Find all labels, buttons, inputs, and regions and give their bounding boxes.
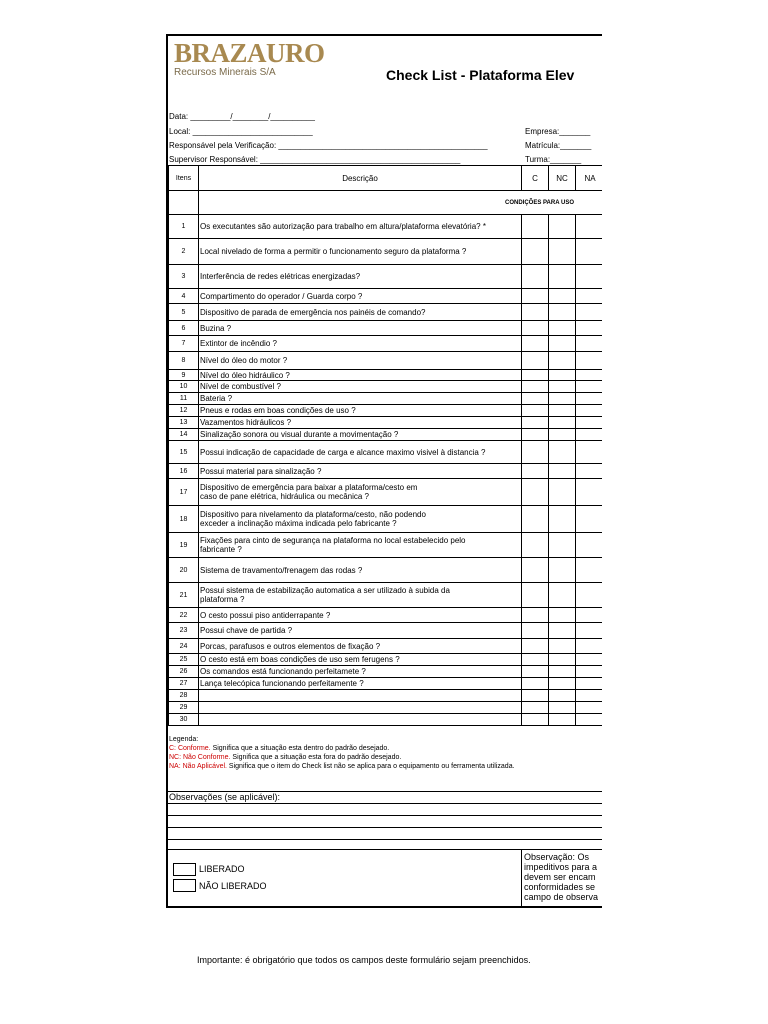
table-row (169, 405, 603, 417)
col-header-na: NA (576, 166, 603, 191)
item-description: Dispositivo para nivelamento da plataforma/cesto, não podendo exceder a inclinação máxima indicada pelo fabricante ? (199, 506, 522, 533)
table-row (169, 265, 603, 289)
table-row (169, 441, 603, 464)
item-description (199, 702, 522, 714)
section-title: CONDIÇÕES PARA USO (199, 191, 603, 215)
check-cell-c[interactable] (522, 654, 549, 666)
check-cell-na[interactable] (576, 352, 603, 370)
table-row (169, 429, 603, 441)
item-description: O cesto está em boas condições de uso sem ferugens ? (199, 654, 522, 666)
observation-note-line: conformidades se (524, 882, 596, 892)
check-cell-c[interactable] (522, 265, 549, 289)
item-description: Bateria ? (199, 393, 522, 405)
check-cell-nc[interactable] (549, 506, 576, 533)
item-description: Nível do óleo do motor ? (199, 352, 522, 370)
observations-title: Observações (se aplicável): (169, 792, 281, 802)
item-number: 20 (169, 558, 199, 583)
table-row (169, 533, 603, 558)
item-description: Possui indicação de capacidade de carga e alcance maximo visivel à distancia ? (199, 441, 522, 464)
check-cell-na[interactable] (576, 381, 603, 393)
item-description: Pneus e rodas em boas condições de uso ? (199, 405, 522, 417)
check-cell-c[interactable] (522, 370, 549, 381)
item-number: 1 (169, 215, 199, 239)
legend (169, 735, 515, 771)
table-row (169, 304, 603, 321)
item-number: 13 (169, 417, 199, 429)
check-cell-nc[interactable] (549, 352, 576, 370)
table-row (169, 215, 603, 239)
check-cell-c[interactable] (522, 429, 549, 441)
check-cell-c[interactable] (522, 506, 549, 533)
item-number: 11 (169, 393, 199, 405)
table-row (169, 678, 603, 690)
check-cell-na[interactable] (576, 479, 603, 506)
table-row (169, 370, 603, 381)
table-row (169, 239, 603, 265)
item-number: 25 (169, 654, 199, 666)
checklist-sheet (166, 34, 602, 908)
check-cell-na[interactable] (576, 393, 603, 405)
table-row (169, 479, 603, 506)
item-number: 2 (169, 239, 199, 265)
table-row (169, 690, 603, 702)
check-cell-na[interactable] (576, 464, 603, 479)
observation-note-box (521, 849, 602, 908)
legend-c-label: C: Conforme. (169, 745, 211, 752)
item-number: 7 (169, 336, 199, 352)
item-number: 16 (169, 464, 199, 479)
check-cell-nc[interactable] (549, 321, 576, 336)
table-row (169, 714, 603, 726)
check-cell-na[interactable] (576, 239, 603, 265)
table-row (169, 289, 603, 304)
item-number: 14 (169, 429, 199, 441)
check-cell-na[interactable] (576, 666, 603, 678)
item-description: Compartimento do operador / Guarda corpo ? (199, 289, 522, 304)
check-cell-na[interactable] (576, 265, 603, 289)
check-cell-nc[interactable] (549, 690, 576, 702)
check-cell-na[interactable] (576, 215, 603, 239)
item-description: Possui material para sinalização ? (199, 464, 522, 479)
observation-note-line: devem ser encam (524, 872, 596, 882)
item-description: Possui sistema de estabilização automatica a ser utilizado à subida da plataforma ? (199, 583, 522, 608)
check-cell-nc[interactable] (549, 393, 576, 405)
check-cell-nc[interactable] (549, 304, 576, 321)
observation-note-line: impeditivos para a (524, 862, 598, 872)
check-cell-c[interactable] (522, 321, 549, 336)
check-cell-nc[interactable] (549, 714, 576, 726)
table-row (169, 417, 603, 429)
check-cell-na[interactable] (576, 714, 603, 726)
item-description: Possui chave de partida ? (199, 623, 522, 639)
footer-note: Importante: é obrigatório que todos os campos deste formulário sejam preenchidos. (197, 955, 531, 965)
item-number: 21 (169, 583, 199, 608)
table-row (169, 336, 603, 352)
check-cell-nc[interactable] (549, 623, 576, 639)
item-description: Nível do óleo hidráulico ? (199, 370, 522, 381)
company-field[interactable]: Empresa:_______ (525, 127, 591, 136)
check-cell-c[interactable] (522, 608, 549, 623)
legend-na (169, 762, 515, 771)
item-description (199, 714, 522, 726)
check-cell-nc[interactable] (549, 654, 576, 666)
table-row (169, 702, 603, 714)
check-cell-c[interactable] (522, 336, 549, 352)
nao-liberado-label: NÃO LIBERADO (199, 881, 267, 891)
item-description: Local nivelado de forma a permitir o funcionamento seguro da plataforma ? (199, 239, 522, 265)
check-cell-na[interactable] (576, 441, 603, 464)
liberado-checkbox[interactable] (173, 863, 196, 876)
check-cell-c[interactable] (522, 464, 549, 479)
logo-brand-text: BRAZAURO (174, 38, 325, 68)
check-cell-na[interactable] (576, 583, 603, 608)
check-cell-nc[interactable] (549, 336, 576, 352)
item-description: Extintor de incêndio ? (199, 336, 522, 352)
check-cell-nc[interactable] (549, 239, 576, 265)
check-cell-c[interactable] (522, 690, 549, 702)
legend-na-text: Significa que o item do Check list não se aplica para o equipamento ou ferramenta utilizada. (226, 763, 515, 770)
check-cell-na[interactable] (576, 639, 603, 654)
check-cell-na[interactable] (576, 289, 603, 304)
date-field[interactable]: Data: _________/________/__________ (169, 112, 315, 121)
item-description: Sistema de travamento/frenagem das rodas ? (199, 558, 522, 583)
item-description: Vazamentos hidráulicos ? (199, 417, 522, 429)
check-cell-na[interactable] (576, 321, 603, 336)
check-cell-c[interactable] (522, 666, 549, 678)
check-cell-nc[interactable] (549, 702, 576, 714)
check-cell-nc[interactable] (549, 678, 576, 690)
check-cell-c[interactable] (522, 533, 549, 558)
check-cell-na[interactable] (576, 678, 603, 690)
check-cell-c[interactable] (522, 405, 549, 417)
check-cell-na[interactable] (576, 304, 603, 321)
item-number: 4 (169, 289, 199, 304)
check-cell-c[interactable] (522, 304, 549, 321)
check-cell-na[interactable] (576, 623, 603, 639)
check-cell-na[interactable] (576, 702, 603, 714)
col-header-nc: NC (549, 166, 576, 191)
item-description: Sinalização sonora ou visual durante a movimentação ? (199, 429, 522, 441)
item-number: 9 (169, 370, 199, 381)
item-description: O cesto possui piso antiderrapante ? (199, 608, 522, 623)
check-cell-na[interactable] (576, 370, 603, 381)
legend-c (169, 744, 515, 753)
check-cell-na[interactable] (576, 506, 603, 533)
check-cell-nc[interactable] (549, 215, 576, 239)
check-cell-na[interactable] (576, 608, 603, 623)
table-row (169, 558, 603, 583)
check-cell-nc[interactable] (549, 381, 576, 393)
item-description: Os comandos está funcionando perfeitamete ? (199, 666, 522, 678)
table-row (169, 583, 603, 608)
legend-c-text: Significa que a situação esta dentro do padrão desejado. (210, 745, 390, 752)
legend-nc-label: NC: Não Conforme. (169, 754, 231, 761)
check-cell-na[interactable] (576, 336, 603, 352)
legend-na-label: NA: Não Aplicável. (169, 763, 227, 770)
check-cell-na[interactable] (576, 654, 603, 666)
nao-liberado-checkbox[interactable] (173, 879, 196, 892)
check-cell-nc[interactable] (549, 370, 576, 381)
item-number: 29 (169, 702, 199, 714)
check-cell-c[interactable] (522, 441, 549, 464)
check-cell-c[interactable] (522, 393, 549, 405)
check-cell-na[interactable] (576, 417, 603, 429)
item-description: Interferência de redes elétricas energizadas? (199, 265, 522, 289)
item-number: 28 (169, 690, 199, 702)
col-header-item: Itens (169, 166, 199, 191)
check-cell-nc[interactable] (549, 441, 576, 464)
item-number: 30 (169, 714, 199, 726)
check-cell-nc[interactable] (549, 639, 576, 654)
item-description: Dispositivo de parada de emergência nos painéis de comando? (199, 304, 522, 321)
check-cell-c[interactable] (522, 678, 549, 690)
item-description (199, 690, 522, 702)
check-cell-c[interactable] (522, 623, 549, 639)
legend-nc (169, 753, 515, 762)
col-header-description: Descrição (199, 166, 522, 191)
check-cell-na[interactable] (576, 690, 603, 702)
check-cell-c[interactable] (522, 289, 549, 304)
item-number: 23 (169, 623, 199, 639)
check-cell-na[interactable] (576, 429, 603, 441)
check-cell-nc[interactable] (549, 429, 576, 441)
check-cell-c[interactable] (522, 352, 549, 370)
check-cell-nc[interactable] (549, 533, 576, 558)
item-description: Nível de combustível ? (199, 381, 522, 393)
item-number: 15 (169, 441, 199, 464)
check-cell-c[interactable] (522, 558, 549, 583)
observation-line[interactable] (168, 803, 602, 804)
table-row (169, 321, 603, 336)
legend-title: Legenda: (169, 736, 199, 743)
check-cell-nc[interactable] (549, 265, 576, 289)
check-cell-c[interactable] (522, 702, 549, 714)
check-cell-na[interactable] (576, 558, 603, 583)
item-number: 18 (169, 506, 199, 533)
observation-line[interactable] (168, 815, 602, 816)
table-row (169, 464, 603, 479)
observation-note-line: Observação: Os (524, 852, 590, 862)
check-cell-c[interactable] (522, 639, 549, 654)
legend-nc-text: Significa que a situação esta fora do padrão desejado. (230, 754, 402, 761)
supervisor-field[interactable]: Supervisor Responsável: _____________________________________________ (169, 155, 461, 164)
item-number: 24 (169, 639, 199, 654)
table-row (169, 393, 603, 405)
check-cell-nc[interactable] (549, 583, 576, 608)
table-row (169, 623, 603, 639)
observation-line[interactable] (168, 827, 602, 828)
check-cell-c[interactable] (522, 215, 549, 239)
item-description: Dispositivo de emergência para baixar a plataforma/cesto em caso de pane elétrica, hidráulica ou mecânica ? (199, 479, 522, 506)
item-number: 3 (169, 265, 199, 289)
observation-line (168, 791, 602, 792)
check-cell-c[interactable] (522, 714, 549, 726)
check-cell-c[interactable] (522, 479, 549, 506)
item-description: Lança telecópica funcionando perfeitamente ? (199, 678, 522, 690)
check-cell-nc[interactable] (549, 464, 576, 479)
check-cell-c[interactable] (522, 381, 549, 393)
item-number: 26 (169, 666, 199, 678)
section-row (169, 191, 603, 215)
observation-note-line: campo de observa (524, 892, 599, 902)
responsible-field[interactable]: Responsável pela Verificação: _______________________________________________ (169, 141, 488, 150)
check-cell-nc[interactable] (549, 289, 576, 304)
table-row (169, 608, 603, 623)
item-description: Os executantes são autorização para trabalho em altura/plataforma elevatória? * (199, 215, 522, 239)
check-cell-na[interactable] (576, 533, 603, 558)
check-cell-nc[interactable] (549, 405, 576, 417)
location-field[interactable]: Local: ___________________________ (169, 127, 313, 136)
table-row (169, 654, 603, 666)
check-cell-nc[interactable] (549, 417, 576, 429)
check-cell-c[interactable] (522, 239, 549, 265)
check-cell-nc[interactable] (549, 479, 576, 506)
item-number: 19 (169, 533, 199, 558)
item-number: 10 (169, 381, 199, 393)
check-cell-c[interactable] (522, 417, 549, 429)
item-number: 6 (169, 321, 199, 336)
check-cell-na[interactable] (576, 405, 603, 417)
item-description: Porcas, parafusos e outros elementos de fixação ? (199, 639, 522, 654)
check-cell-nc[interactable] (549, 666, 576, 678)
check-cell-c[interactable] (522, 583, 549, 608)
shift-field[interactable]: Turma:_______ (525, 155, 582, 164)
item-description: Fixações para cinto de segurança na plataforma no local estabelecido pelo fabricante ? (199, 533, 522, 558)
item-number: 17 (169, 479, 199, 506)
table-row (169, 381, 603, 393)
item-number: 8 (169, 352, 199, 370)
registration-field[interactable]: Matrícula:_______ (525, 141, 592, 150)
table-row (169, 639, 603, 654)
item-number: 12 (169, 405, 199, 417)
check-cell-nc[interactable] (549, 608, 576, 623)
col-header-c: C (522, 166, 549, 191)
check-cell-nc[interactable] (549, 558, 576, 583)
item-number: 27 (169, 678, 199, 690)
table-header-row (169, 166, 603, 191)
table-row (169, 666, 603, 678)
logo-subtitle: Recursos Minerais S/A (174, 67, 276, 78)
liberado-label: LIBERADO (199, 864, 245, 874)
observation-line[interactable] (168, 839, 602, 840)
item-number: 5 (169, 304, 199, 321)
checklist-table (168, 165, 602, 726)
page-title: Check List - Plataforma Elev (386, 67, 575, 83)
table-row (169, 506, 603, 533)
table-row (169, 352, 603, 370)
brand-logo (174, 38, 325, 69)
item-number: 22 (169, 608, 199, 623)
item-description: Buzina ? (199, 321, 522, 336)
